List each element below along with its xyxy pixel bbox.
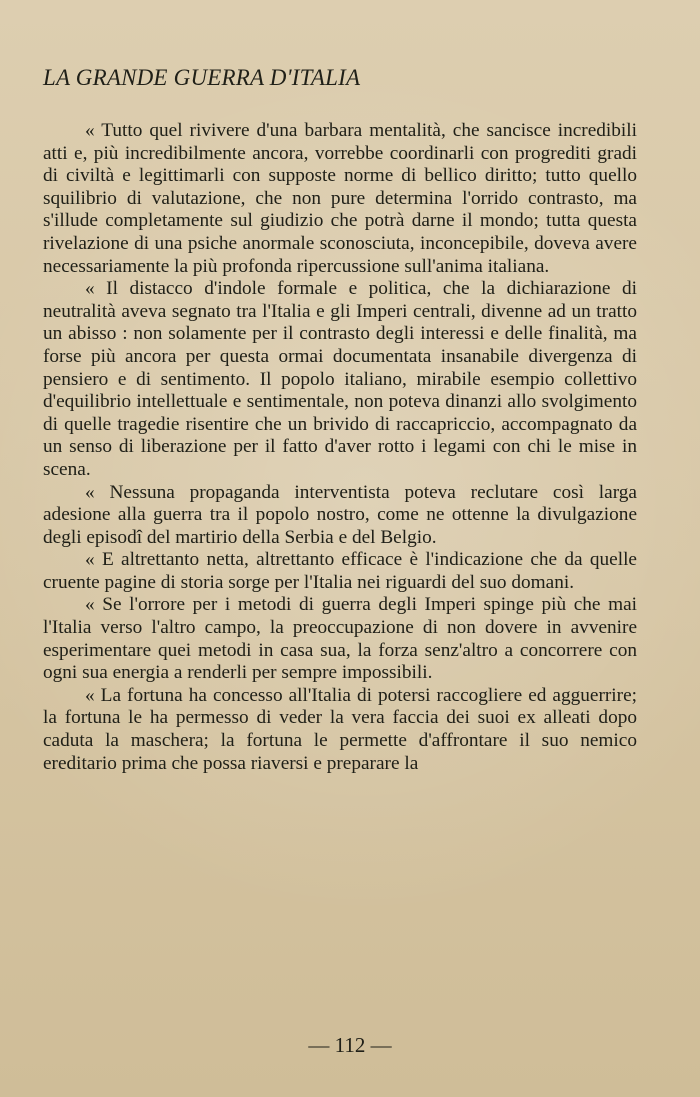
paragraph-3: « Nessuna propaganda interventista poteva reclutare così larga adesione alla guerra tra il popolo nostro, come ne ottenne la divulgazione degli episodî del martirio della Serbia e del Belgio. — [43, 481, 637, 548]
paragraph-6: « La fortuna ha concesso all'Italia di potersi raccogliere ed agguerrire; la fortuna le ha permesso di veder la vera faccia dei suoi ex alleati dopo caduta la maschera; la fortuna le permette d'affrontare il suo nemico ereditario prima che possa riaversi e preparare la — [43, 684, 637, 774]
paragraph-4: « E altrettanto netta, altrettanto efficace è l'indicazione che da quelle cruente pagine di storia sorge per l'Italia nei riguardi del suo domani. — [43, 549, 637, 593]
paragraph-1: « Tutto quel rivivere d'una barbara mentalità, che sancisce incredibili atti e, più incredibilmente ancora, vorrebbe coordinarli con progrediti gradi di civiltà e legittimarli con supposte norme di bellico diritto; tutto quello squilibrio di valutazione, che non pure determina l'orrido contrasto, ma s'illude completamente sul giudizio che potrà darne il mondo; tutta questa rivelazione di una psiche anormale sconosciuta, inconcepibile, doveva avere necessariamente la più profonda ripercussione sull'anima italiana. — [43, 120, 637, 277]
page-number: — 112 — — [308, 1033, 392, 1057]
paragraph-5: « Se l'orrore per i metodi di guerra degli Imperi spinge più che mai l'Italia verso l'altro campo, la preoccupazione di non dovere in avvenire esperimentare quei metodi in casa sua, la forza senz'altro a concorrere con ogni sua energia a renderli per sempre impossibili. — [43, 594, 637, 684]
running-title: LA GRANDE GUERRA D'ITALIA — [43, 65, 361, 90]
paragraph-2: « Il distacco d'indole formale e politica, che la dichiarazione di neutralità aveva segnato tra l'Italia e gli Imperi centrali, divenne ad un tratto un abisso : non solamente per il contrasto degli interessi e delle finalità, ma forse più ancora per questa ormai documentata insanabile divergenza di pensiero e di sentimento. Il popolo italiano, mirabile esempio collettivo d'equilibrio intellettuale e sentimentale, non poteva dinanzi allo svolgimento di quelle tragedie risentire che un brivido di raccapriccio, accompagnato da un senso di liberazione per il fatto d'aver rotto i legami con chi le mise in scena. — [43, 278, 637, 480]
page-body — [43, 120, 637, 775]
